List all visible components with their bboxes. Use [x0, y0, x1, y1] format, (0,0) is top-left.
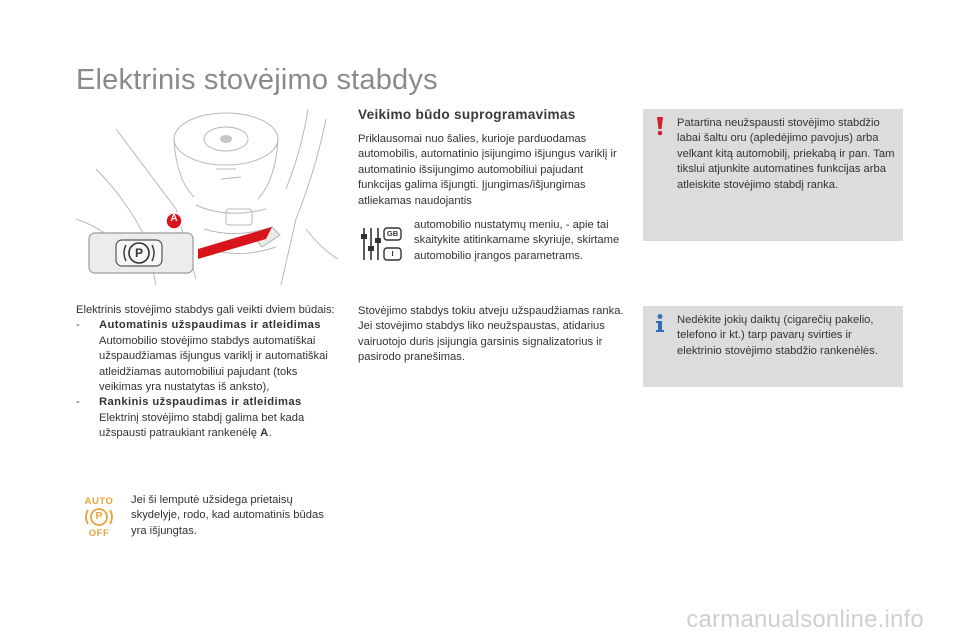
- info-icon: [652, 313, 668, 333]
- section-heading: Veikimo būdo suprogramavimas: [358, 107, 576, 122]
- intro-text: Elektrinis stovėjimo stabdys gali veikti dviem būdais:: [76, 304, 335, 316]
- callout-letter-a: A: [170, 213, 178, 224]
- mode-automatic: [76, 318, 338, 395]
- console-drawing: [76, 109, 338, 285]
- auto-off-text: Jei ši lemputė užsidega prietaisų skydelyje, rodo, kad automatinis būdas yra išjungtas.: [131, 494, 324, 537]
- mode-manual-text-end: .: [268, 427, 272, 440]
- warning-text: Patartina neužspausti stovėjimo stabdžio labai šaltu oru (apledėjimo pavojus) arba velkant kitą automobilį, priekabą ir pan. Tam tikslui atjunkite automatines funkcijas arba atleiskite stovėjimo stabdį ranka.: [677, 117, 895, 191]
- mode-manual-heading: Rankinis užspaudimas ir atleidimas: [99, 396, 302, 409]
- parking-brake-illustration: [76, 109, 338, 285]
- left-column: [76, 303, 338, 442]
- page-title: Elektrinis stovėjimo stabdys: [76, 64, 438, 96]
- programming-paragraph: Priklausomai nuo šalies, kurioje parduodamas automobilis, automatinio įsijungimo išjungus variklį ir automatinio išsijungimo automobiliui pajudant funkcijas galima išjungti. Įjungimas/išjungimas atliekamas naudojantis: [358, 133, 617, 207]
- warning-box: [643, 109, 903, 241]
- auto-off-bottom-label: OFF: [88, 528, 110, 539]
- list-dash: -: [76, 319, 80, 332]
- settings-sliders-icon: [360, 226, 402, 262]
- list-dash: -: [76, 396, 80, 409]
- settings-menu-paragraph: automobilio nustatymų meniu, - apie tai skaitykite atitinkamame skyriuje, skirtame automobilio įrangos parametrams.: [414, 219, 620, 262]
- mode-automatic-heading: Automatinis užspaudimas ir atleidimas: [99, 319, 321, 332]
- parking-button-symbol: P: [134, 246, 143, 260]
- auto-off-warning-icon: [82, 496, 116, 540]
- settings-label-i: I: [391, 249, 394, 258]
- exclamation-warning-icon: [652, 116, 668, 136]
- lever-letter: A: [260, 427, 269, 440]
- auto-off-top-label: AUTO: [84, 496, 114, 507]
- settings-label-gb: GB: [386, 229, 399, 238]
- info-text: Nedėkite jokių daiktų (cigarečių pakelio, telefono ir kt.) tarp pavarų svirties ir elektrinio stovėjimo stabdžio rankenėlės.: [677, 314, 878, 357]
- mode-manual: [76, 395, 338, 441]
- watermark: carmanualsonline.info: [686, 606, 924, 633]
- mode-manual-text: Elektrinį stovėjimo stabdį galima bet kada užspausti patraukiant rankenėlę: [99, 411, 305, 440]
- info-box: [643, 306, 903, 387]
- auto-off-symbol: P: [95, 510, 103, 522]
- mode-automatic-text: Automobilio stovėjimo stabdys automatiškai užspaudžiamas išjungus variklį ir automatiškai atleidžiamas automobiliui pajudant (toks veikimas yra nustatytas iš anksto),: [99, 334, 328, 394]
- manual-brake-paragraph: Stovėjimo stabdys tokiu atveju užspaudžiamas ranka. Jei stovėjimo stabdys liko neužspaustas, atidarius vairuotojo duris įsijungia garsinis signalizatorius ir pasirodo pranešimas.: [358, 305, 624, 364]
